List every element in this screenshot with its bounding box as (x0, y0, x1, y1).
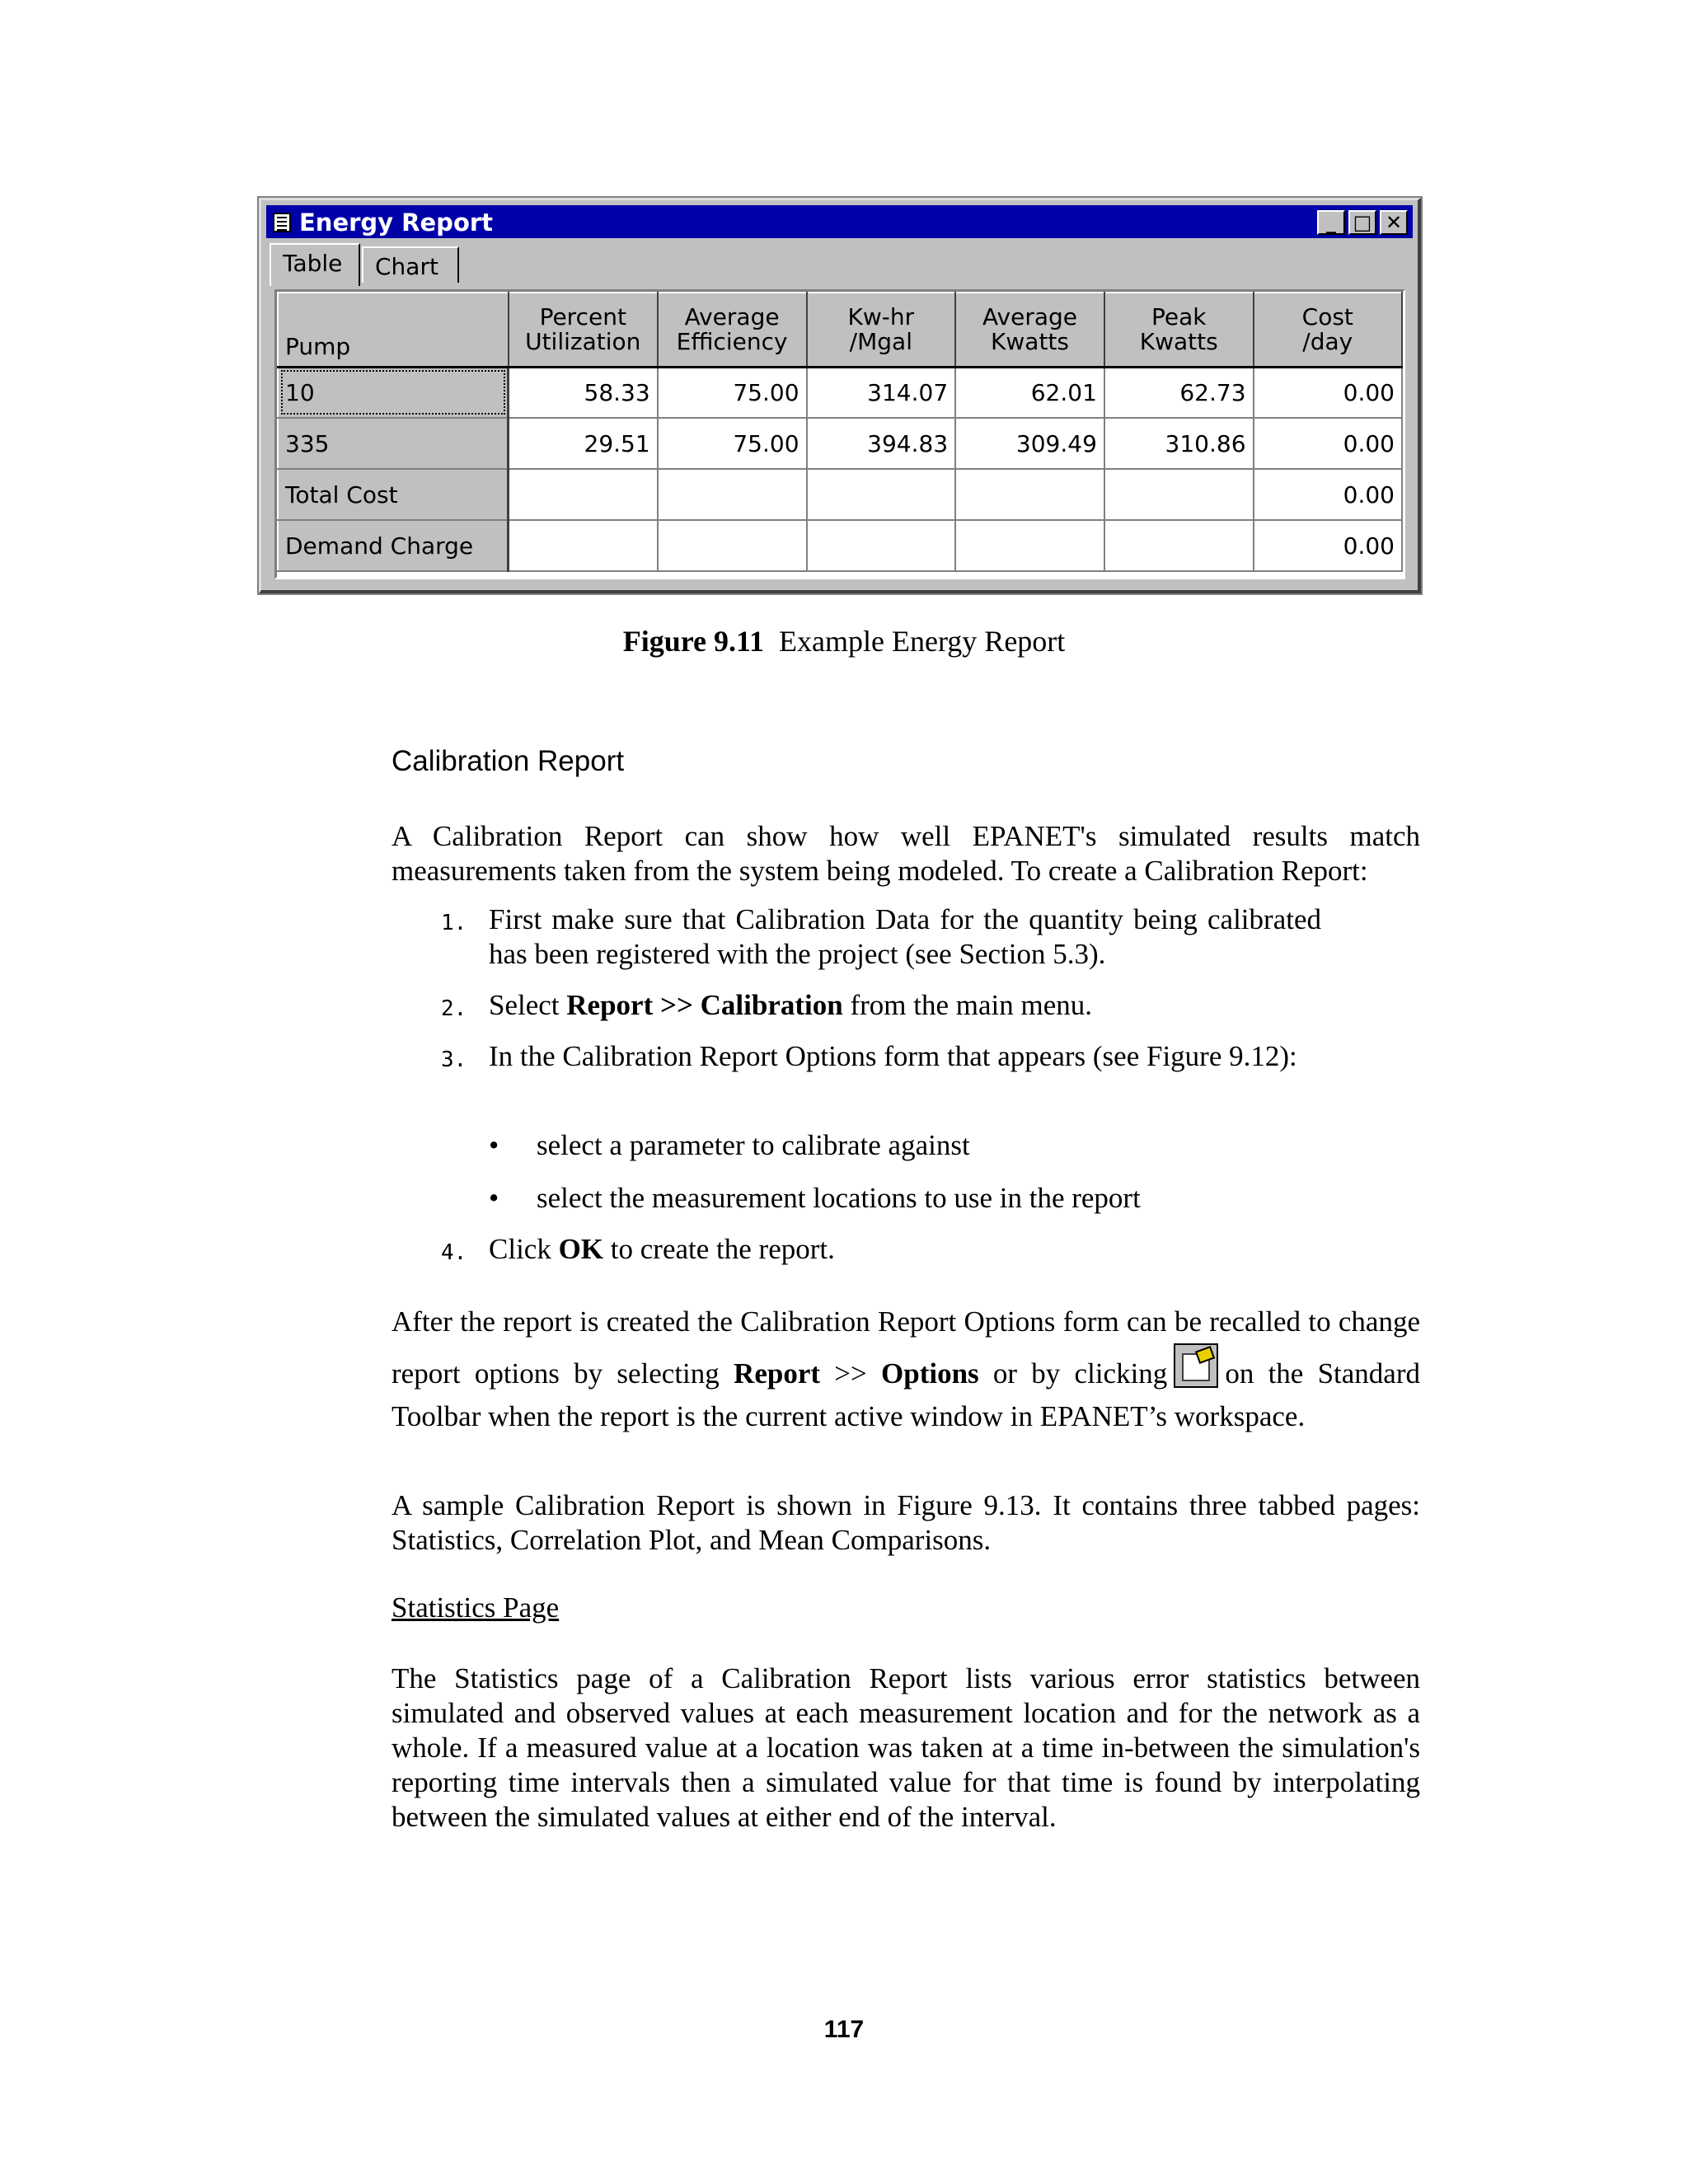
after-text-4: on the Standard Toolbar when the report is the current active window in EPANET’s workspace. (392, 1357, 1420, 1432)
table-cell[interactable] (955, 469, 1104, 520)
table-header-row (278, 293, 1402, 367)
header-label: Pump (285, 332, 351, 360)
column-header-pump[interactable] (278, 293, 509, 367)
maximize-icon: □ (1353, 211, 1372, 234)
table-cell[interactable]: 58.33 (509, 367, 658, 418)
header-label: Kwatts (991, 327, 1069, 355)
table-cell[interactable]: 29.51 (509, 418, 658, 469)
sample-paragraph: A sample Calibration Report is shown in Figure 9.13. It contains three tabbed pages: Statistics, Correlation Plot, and Mean Comparisons. (392, 1489, 1420, 1556)
row-header-cell[interactable]: Demand Charge (278, 520, 509, 571)
header-label: Average (684, 302, 780, 330)
report-label: Report (734, 1357, 821, 1390)
row-header-cell[interactable]: 335 (278, 418, 509, 469)
energy-table-grid (274, 289, 1405, 579)
ok-label: OK (558, 1233, 604, 1265)
after-paragraph (392, 1301, 1420, 1438)
step-text: First make sure that Calibration Data for the quantity being calibrated has been registered with the project (see Section 5.3). (489, 903, 1321, 970)
bullet-icon: • (489, 1129, 499, 1161)
table-cell[interactable]: 0.00 (1254, 418, 1402, 469)
header-label: Kwatts (1139, 327, 1218, 355)
step-number: 4. (441, 1240, 467, 1265)
table-cell[interactable] (807, 469, 956, 520)
statistics-heading: Statistics Page (392, 1591, 560, 1624)
statistics-paragraph: The Statistics page of a Calibration Report lists various error statistics between simulated and observed values at each measurement location and for the network as a whole. If a measured value at a location was taken at a time in-between the simulation's reporting time intervals then a simulated value for that time is found by interpolating between the simulated values at either end of the interval. (392, 1662, 1420, 1833)
header-label: Utilization (525, 327, 641, 355)
figure-title: Example Energy Report (779, 625, 1066, 658)
header-label: /day (1302, 327, 1353, 355)
bullet-text: select the measurement locations to use in the report (537, 1182, 1141, 1214)
table-cell[interactable] (955, 520, 1104, 571)
column-header-kwhr-mgal[interactable] (807, 293, 956, 367)
table-row[interactable] (278, 367, 1402, 418)
step-text-pre: Select (489, 989, 567, 1021)
table-row[interactable] (278, 520, 1402, 571)
energy-table (277, 292, 1403, 572)
table-cell[interactable]: 314.07 (807, 367, 956, 418)
minimize-button[interactable] (1317, 210, 1345, 235)
table-row[interactable] (278, 418, 1402, 469)
menu-path: Report >> Calibration (566, 989, 843, 1021)
tab-chart[interactable]: Chart (362, 246, 459, 283)
maximize-button[interactable] (1348, 210, 1376, 235)
table-cell[interactable] (1104, 469, 1254, 520)
after-text-2: >> (820, 1357, 881, 1390)
row-header-cell[interactable]: 10 (278, 367, 509, 418)
header-label: Efficiency (676, 327, 788, 355)
table-row[interactable] (278, 469, 1402, 520)
column-header-average-kwatts[interactable] (955, 293, 1104, 367)
column-header-cost-day[interactable] (1254, 293, 1402, 367)
table-cell[interactable]: 0.00 (1254, 367, 1402, 418)
header-label: Peak (1151, 302, 1207, 330)
after-text-1: After the report is created the Calibration Report Options form can be recalled to change report options by selecting (392, 1305, 1420, 1390)
table-cell[interactable]: 0.00 (1254, 469, 1402, 520)
report-options-toolbar-icon (1174, 1343, 1218, 1388)
table-cell[interactable]: 309.49 (955, 418, 1104, 469)
table-cell[interactable] (1104, 520, 1254, 571)
step-number: 3. (441, 1047, 467, 1072)
close-button[interactable] (1380, 210, 1408, 235)
bullet-text: select a parameter to calibrate against (537, 1129, 970, 1161)
window-title: Energy Report (299, 209, 494, 237)
column-header-peak-kwatts[interactable] (1104, 293, 1254, 367)
header-label: Cost (1301, 302, 1353, 330)
step-text (489, 1232, 1321, 1267)
header-label: Kw-hr (847, 302, 915, 330)
header-label: Average (982, 302, 1078, 330)
bullet-icon: • (489, 1182, 499, 1214)
step-text: In the Calibration Report Options form that appears (see Figure 9.12): (489, 1040, 1297, 1072)
step-number: 1. (441, 911, 467, 935)
table-cell[interactable]: 62.73 (1104, 367, 1254, 418)
table-cell[interactable]: 394.83 (807, 418, 956, 469)
energy-report-window (259, 198, 1421, 593)
options-label: Options (881, 1357, 979, 1390)
title-bar[interactable] (266, 205, 1413, 238)
table-cell[interactable]: 62.01 (955, 367, 1104, 418)
step-number: 2. (441, 996, 467, 1021)
table-cell[interactable]: 310.86 (1104, 418, 1254, 469)
figure-caption (0, 624, 1688, 658)
table-cell[interactable] (509, 520, 658, 571)
section-heading: Calibration Report (392, 745, 625, 777)
intro-paragraph: A Calibration Report can show how well EPANET's simulated results match measurements taken from the system being modeled. To create a Calibration Report: (392, 820, 1420, 887)
row-header-cell[interactable]: Total Cost (278, 469, 509, 520)
report-icon (273, 213, 291, 232)
table-cell[interactable] (807, 520, 956, 571)
step-text-pre: Click (489, 1233, 559, 1265)
step-text-post: to create the report. (603, 1233, 835, 1265)
table-cell[interactable]: 0.00 (1254, 520, 1402, 571)
table-cell[interactable] (658, 520, 807, 571)
column-header-utilization[interactable] (509, 293, 658, 367)
after-text-3: or by clicking (978, 1357, 1168, 1390)
figure-label: Figure 9.11 (622, 625, 765, 658)
table-cell[interactable]: 75.00 (658, 367, 807, 418)
header-label: /Mgal (849, 327, 912, 355)
close-icon: ✕ (1385, 211, 1403, 234)
header-label: Percent (539, 302, 626, 330)
page-number: 117 (823, 2016, 865, 2043)
minimize-icon: _ (1326, 211, 1336, 234)
column-header-efficiency[interactable] (658, 293, 807, 367)
step-text-post: from the main menu. (842, 989, 1093, 1021)
table-cell[interactable] (509, 469, 658, 520)
step-text (489, 988, 1321, 1023)
tab-table[interactable]: Table (270, 243, 360, 286)
table-cell[interactable] (658, 469, 807, 520)
table-cell[interactable]: 75.00 (658, 418, 807, 469)
